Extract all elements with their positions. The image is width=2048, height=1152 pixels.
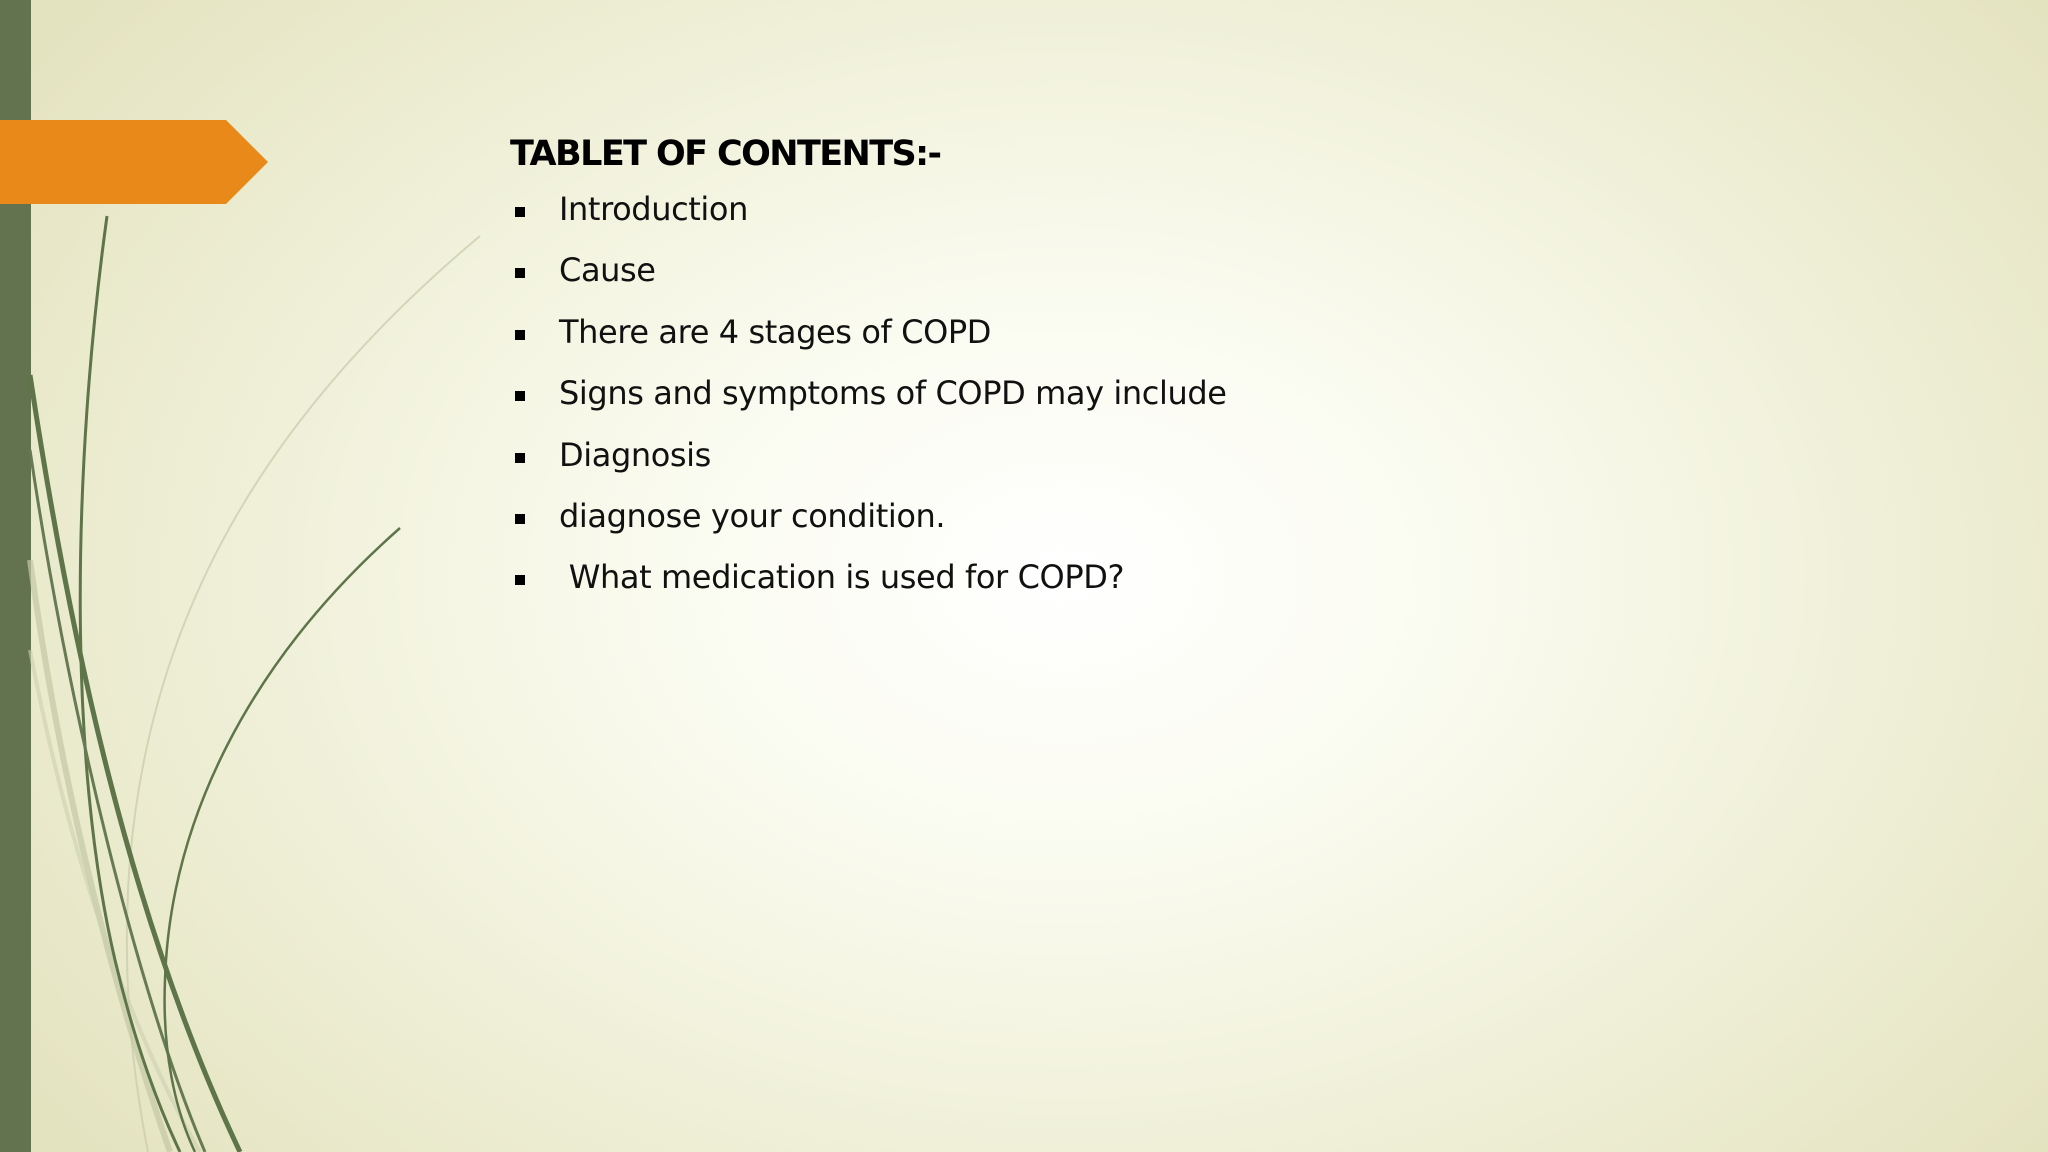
list-item (510, 432, 1227, 493)
decorative-curve (30, 560, 170, 1152)
square-bullet-icon (515, 391, 525, 401)
square-bullet-icon (515, 207, 525, 217)
list-item (510, 309, 1227, 370)
toc-list (510, 186, 1227, 616)
orange-arrow-banner (0, 120, 268, 204)
list-item-text: What medication is used for COPD? (559, 558, 1125, 597)
list-item-text: Cause (559, 251, 656, 290)
square-bullet-icon (515, 575, 525, 585)
list-item (510, 493, 1227, 554)
list-item-text: Signs and symptoms of COPD may include (559, 374, 1227, 413)
slide-title: TABLET OF CONTENTS:- (510, 134, 941, 174)
list-item-text: Introduction (559, 190, 748, 228)
square-bullet-icon (515, 268, 525, 278)
list-item (510, 247, 1227, 308)
square-bullet-icon (515, 330, 525, 340)
list-item (510, 370, 1227, 431)
list-item-text: diagnose your condition. (559, 496, 946, 535)
list-item-text: There are 4 stages of COPD (559, 312, 992, 351)
list-item (510, 554, 1227, 615)
square-bullet-icon (515, 453, 525, 463)
square-bullet-icon (515, 514, 525, 524)
list-item-text: Diagnosis (559, 435, 711, 474)
list-item (510, 186, 1227, 247)
